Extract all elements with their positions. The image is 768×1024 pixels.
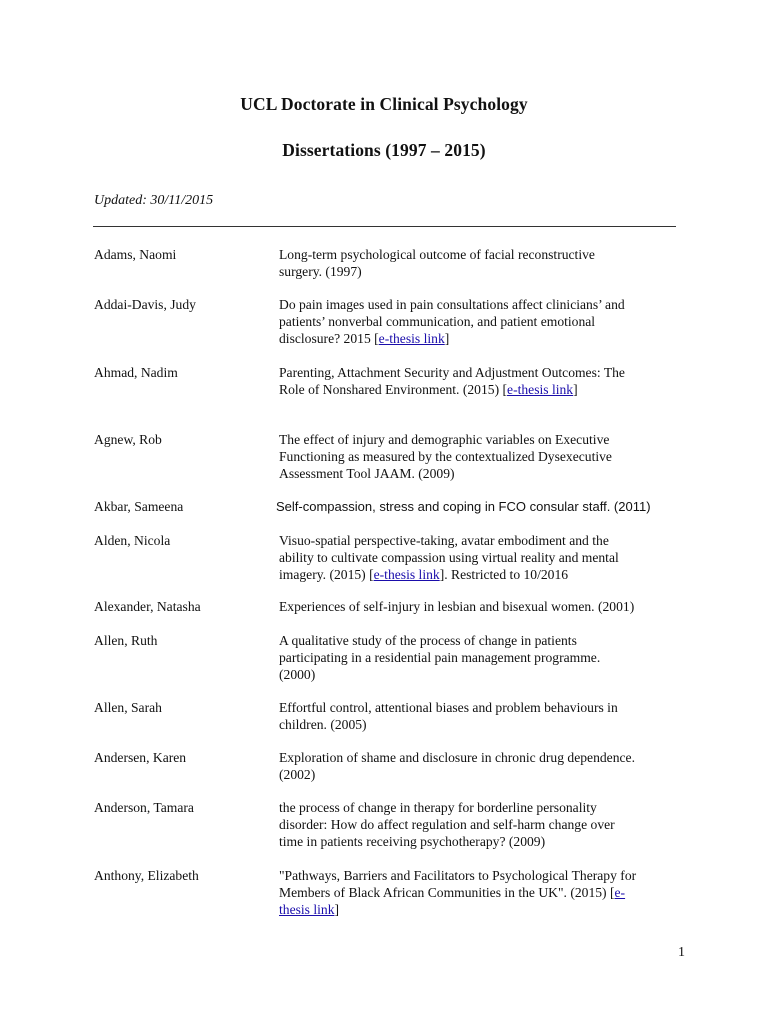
title-line: (2000) xyxy=(279,667,316,682)
title-line: Assessment Tool JAAM. (2009) xyxy=(279,466,455,481)
dissertation-title xyxy=(279,632,691,683)
e-thesis-link[interactable]: thesis link xyxy=(279,902,335,917)
title-text: ] xyxy=(334,902,340,917)
title-text: ]. Restricted to 10/2016 xyxy=(439,567,569,582)
dissertation-title: Self-compassion, stress and coping in FCO consular staff. (2011) xyxy=(276,499,651,514)
title-line xyxy=(279,884,691,901)
title-line: Effortful control, attentional biases and problem behaviours in xyxy=(279,700,618,715)
dissertation-title xyxy=(279,246,691,280)
title-text: imagery. (2015) [ xyxy=(279,567,374,582)
dissertation-title xyxy=(279,296,691,347)
author-name: Anderson, Tamara xyxy=(94,800,194,815)
title-line: Do pain images used in pain consultations affect clinicians’ and xyxy=(279,297,625,312)
title-line: patients’ nonverbal communication, and patient emotional xyxy=(279,314,596,329)
dissertation-title xyxy=(279,867,691,918)
title-text: disclosure? 2015 [ xyxy=(279,331,379,346)
dissertation-title xyxy=(279,799,691,850)
title-text: Members of Black African Communities in the UK". (2015) [ xyxy=(279,885,615,900)
title-line: disorder: How do affect regulation and self-harm change over xyxy=(279,817,615,832)
author-name: Alexander, Natasha xyxy=(94,599,201,614)
title-line: Parenting, Attachment Security and Adjustment Outcomes: The xyxy=(279,365,625,380)
title-line: The effect of injury and demographic variables on Executive xyxy=(279,432,610,447)
title-text: ] xyxy=(444,331,450,346)
title-line: A qualitative study of the process of change in patients xyxy=(279,633,577,648)
updated-date: Updated: 30/11/2015 xyxy=(94,193,214,208)
title-line: ability to cultivate compassion using virtual reality and mental xyxy=(279,550,619,565)
dissertation-title xyxy=(279,699,691,733)
e-thesis-link[interactable]: e-thesis link xyxy=(507,382,574,397)
author-name: Addai-Davis, Judy xyxy=(94,297,196,312)
author-name: Andersen, Karen xyxy=(94,750,187,765)
document-subtitle: Dissertations (1997 – 2015) xyxy=(282,140,486,160)
title-line: the process of change in therapy for borderline personality xyxy=(279,800,597,815)
author-name: Akbar, Sameena xyxy=(94,499,184,514)
e-thesis-link[interactable]: e-thesis link xyxy=(378,331,445,346)
author-name: Allen, Sarah xyxy=(94,700,162,715)
author-name: Adams, Naomi xyxy=(94,247,177,262)
author-name: Anthony, Elizabeth xyxy=(94,868,199,883)
author-name: Alden, Nicola xyxy=(94,533,171,548)
title-line: children. (2005) xyxy=(279,717,367,732)
title-line: time in patients receiving psychotherapy? (2009) xyxy=(279,834,546,849)
title-line: Visuo-spatial perspective-taking, avatar embodiment and the xyxy=(279,533,609,548)
dissertation-title xyxy=(279,364,691,398)
dissertation-title: Experiences of self-injury in lesbian and bisexual women. (2001) xyxy=(279,599,635,614)
title-text: Role of Nonshared Environment. (2015) [ xyxy=(279,382,508,397)
title-line xyxy=(279,330,691,347)
title-line: participating in a residential pain management programme. xyxy=(279,650,601,665)
horizontal-rule xyxy=(93,226,676,227)
title-line xyxy=(279,381,691,398)
title-line xyxy=(279,901,691,918)
title-text: ] xyxy=(573,382,578,397)
page-number: 1 xyxy=(678,945,685,960)
title-line: Exploration of shame and disclosure in chronic drug dependence. xyxy=(279,750,635,765)
title-line: Long-term psychological outcome of facial reconstructive xyxy=(279,247,595,262)
e-thesis-link[interactable]: e-thesis link xyxy=(373,567,440,582)
title-line: "Pathways, Barriers and Facilitators to Psychological Therapy for xyxy=(279,868,637,883)
author-name: Allen, Ruth xyxy=(94,633,158,648)
author-name: Agnew, Rob xyxy=(94,432,162,447)
title-line: surgery. (1997) xyxy=(279,264,362,279)
dissertation-title xyxy=(279,749,691,783)
author-name: Ahmad, Nadim xyxy=(94,365,178,380)
title-line xyxy=(279,566,691,583)
title-line: (2002) xyxy=(279,767,316,782)
title-line: Functioning as measured by the contextualized Dysexecutive xyxy=(279,449,612,464)
document-title: UCL Doctorate in Clinical Psychology xyxy=(240,94,528,114)
dissertation-title xyxy=(279,532,691,583)
dissertation-title xyxy=(279,431,691,482)
e-thesis-link[interactable]: e- xyxy=(614,885,626,900)
